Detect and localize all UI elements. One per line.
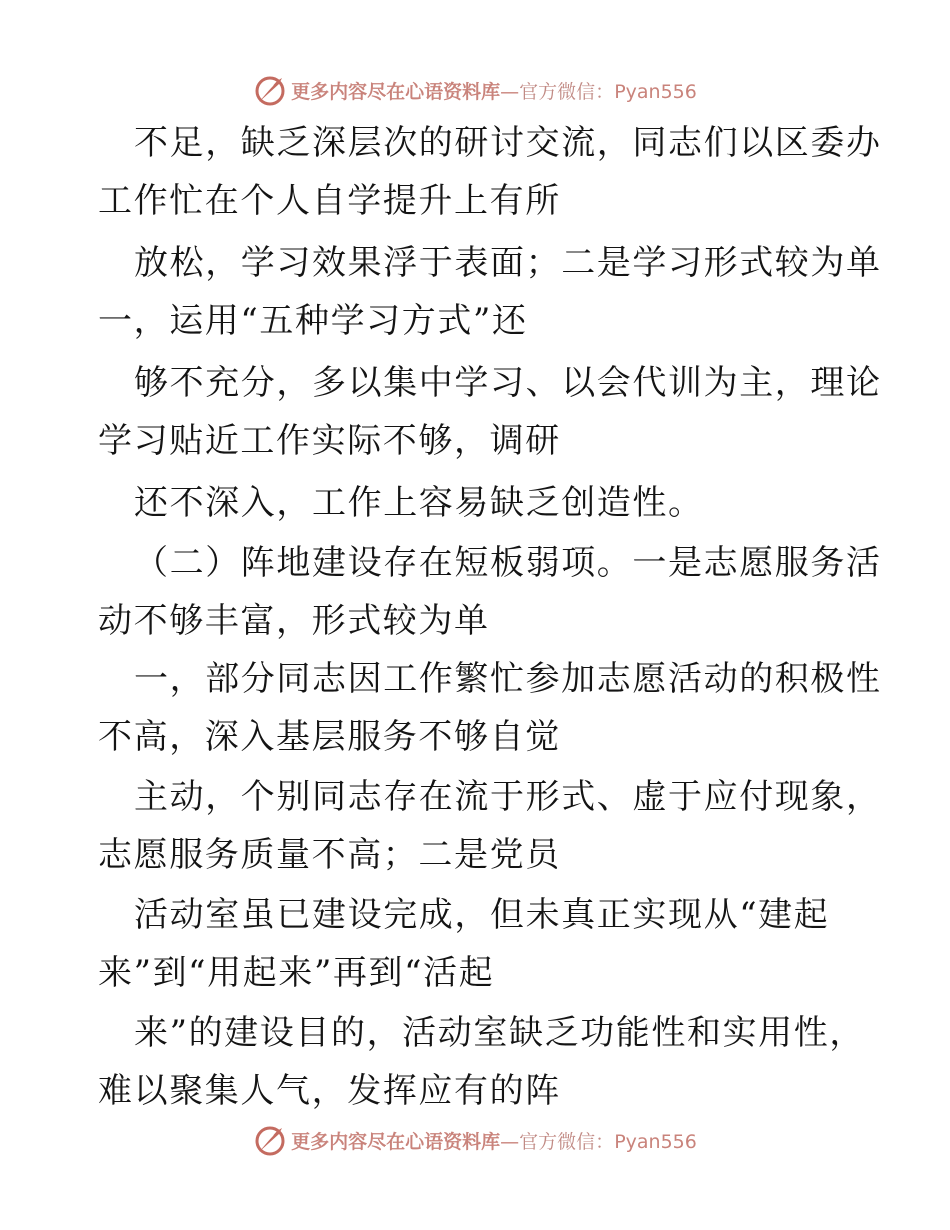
watermark-text xyxy=(291,77,697,104)
text-line: 还不深入，工作上容易缺乏创造性。 xyxy=(134,483,704,523)
text-line: 难以聚集人气，发挥应有的阵 xyxy=(98,1071,561,1111)
text-line: 一，部分同志因工作繁忙参加志愿活动的积极性 xyxy=(134,659,882,699)
watermark-site-text: 更多内容尽在心语资料库 xyxy=(291,1130,501,1153)
text-line: 学习贴近工作实际不够，调研 xyxy=(98,421,561,461)
watermark-account: Pyan556 xyxy=(614,80,697,103)
text-line: 不足，缺乏深层次的研讨交流，同志们以区委办 xyxy=(134,123,882,163)
text-line: 志愿服务质量不高；二是党员 xyxy=(98,835,561,875)
watermark-label: 官方微信： xyxy=(519,80,615,103)
text-line: 不高，深入基层服务不够自觉 xyxy=(98,717,561,757)
text-line: 主动，个别同志存在流于形式、虚于应付现象， xyxy=(134,777,882,817)
text-line: 动不够丰富，形式较为单 xyxy=(98,601,490,641)
watermark-account: Pyan556 xyxy=(614,1130,697,1153)
text-line: 够不充分，多以集中学习、以会代训为主，理论 xyxy=(134,363,882,403)
watermark-separator: — xyxy=(500,1130,520,1153)
text-line: 一，运用“五种学习方式”还 xyxy=(98,301,528,341)
quill-circle-icon xyxy=(253,73,287,107)
header-watermark xyxy=(0,70,950,110)
watermark-text xyxy=(291,1127,697,1154)
watermark-label: 官方微信： xyxy=(519,1130,615,1153)
text-line: 来”的建设目的，活动室缺乏功能性和实用性， xyxy=(134,1013,865,1053)
quill-circle-icon xyxy=(253,1123,287,1157)
watermark-site-text: 更多内容尽在心语资料库 xyxy=(291,80,501,103)
footer-watermark xyxy=(0,1120,950,1160)
watermark-separator: — xyxy=(500,80,520,103)
text-line: 活动室虽已建设完成，但未真正实现从“建起 xyxy=(134,895,830,935)
text-line: 来”到“用起来”再到“活起 xyxy=(98,953,495,993)
text-line: （二）阵地建设存在短板弱项。一是志愿服务活 xyxy=(134,543,882,583)
text-line: 工作忙在个人自学提升上有所 xyxy=(98,181,561,221)
text-line: 放松，学习效果浮于表面；二是学习形式较为单 xyxy=(134,243,882,283)
